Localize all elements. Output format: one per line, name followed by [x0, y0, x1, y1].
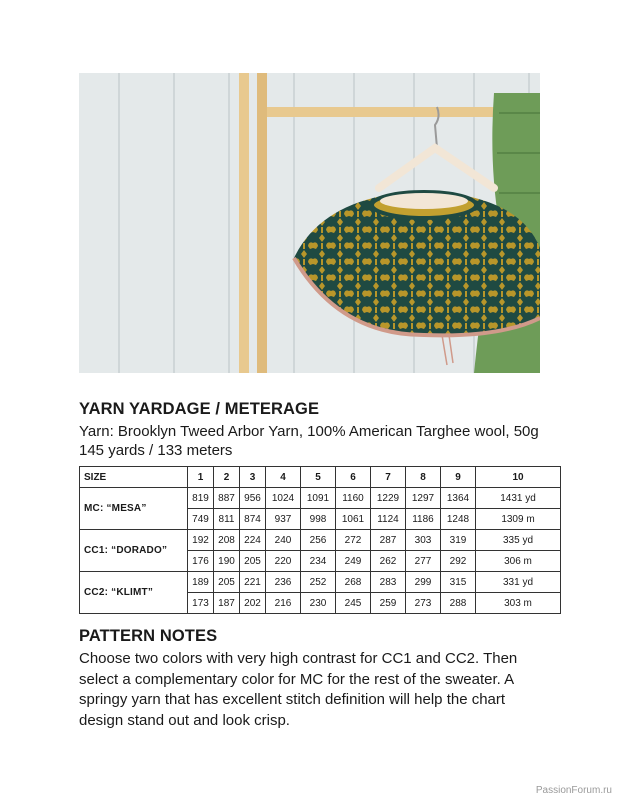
meterage-cell: 1061	[336, 509, 371, 530]
yardage-cell: 819	[188, 488, 214, 509]
yardage-cell: 268	[336, 572, 371, 593]
yarn-description: Yarn: Brooklyn Tweed Arbor Yarn, 100% American Targhee wool, 50g 145 yards / 133 meters	[79, 423, 539, 459]
yardage-cell: 240	[266, 530, 301, 551]
meterage-cell: 234	[301, 551, 336, 572]
meterage-cell: 187	[214, 593, 240, 614]
meterage-cell: 306 m	[476, 551, 561, 572]
meterage-cell: 1186	[406, 509, 441, 530]
yardage-cell: 887	[214, 488, 240, 509]
yardage-cell: 319	[441, 530, 476, 551]
size-column-header: 7	[371, 467, 406, 488]
meterage-cell: 1309 m	[476, 509, 561, 530]
size-column-header: 1	[188, 467, 214, 488]
meterage-cell: 205	[240, 551, 266, 572]
sweater-photo	[79, 73, 540, 373]
yarn-color-name: CC1: “DORADO”	[80, 530, 188, 572]
yardage-title: YARN YARDAGE / METERAGE	[79, 400, 320, 418]
yardage-cell: 221	[240, 572, 266, 593]
meterage-cell: 1124	[371, 509, 406, 530]
size-column-header: 6	[336, 467, 371, 488]
meterage-cell: 1248	[441, 509, 476, 530]
yardage-cell: 1160	[336, 488, 371, 509]
pattern-notes-body: Choose two colors with very high contrast for CC1 and CC2. Then select a complementary color for MC for the rest of the sweater. A springy yarn that has excellent stitch definition will help the chart design stand out and look crisp.	[79, 650, 518, 729]
meterage-cell: 202	[240, 593, 266, 614]
yardage-cell: 956	[240, 488, 266, 509]
yardage-cell: 315	[441, 572, 476, 593]
yardage-cell: 1091	[301, 488, 336, 509]
watermark: PassionForum.ru	[535, 785, 612, 796]
meterage-cell: 288	[441, 593, 476, 614]
yardage-cell: 252	[301, 572, 336, 593]
yardage-cell: 303	[406, 530, 441, 551]
size-column-header: 3	[240, 467, 266, 488]
yardage-cell: 1297	[406, 488, 441, 509]
table-row	[80, 488, 561, 509]
yardage-table	[79, 466, 561, 614]
yarn-color-name: MC: “MESA”	[80, 488, 188, 530]
yarn-color-name: CC2: “KLIMT”	[80, 572, 188, 614]
size-column-header: 2	[214, 467, 240, 488]
meterage-cell: 874	[240, 509, 266, 530]
size-column-header: 8	[406, 467, 441, 488]
table-header-row	[80, 467, 561, 488]
meterage-cell: 998	[301, 509, 336, 530]
yardage-cell: 1431 yd	[476, 488, 561, 509]
meterage-cell: 277	[406, 551, 441, 572]
table-row	[80, 530, 561, 551]
meterage-cell: 259	[371, 593, 406, 614]
yardage-cell: 331 yd	[476, 572, 561, 593]
yardage-cell: 1229	[371, 488, 406, 509]
yardage-cell: 208	[214, 530, 240, 551]
meterage-cell: 249	[336, 551, 371, 572]
size-column-header: 9	[441, 467, 476, 488]
pattern-notes-title: PATTERN NOTES	[79, 627, 218, 645]
yardage-cell: 189	[188, 572, 214, 593]
yardage-cell: 1364	[441, 488, 476, 509]
meterage-cell: 230	[301, 593, 336, 614]
yardage-cell: 283	[371, 572, 406, 593]
meterage-cell: 749	[188, 509, 214, 530]
size-header: SIZE	[80, 467, 188, 488]
meterage-cell: 303 m	[476, 593, 561, 614]
yardage-cell: 299	[406, 572, 441, 593]
yardage-cell: 224	[240, 530, 266, 551]
yardage-cell: 335 yd	[476, 530, 561, 551]
table-row	[80, 572, 561, 593]
size-column-header: 5	[301, 467, 336, 488]
yardage-cell: 205	[214, 572, 240, 593]
meterage-cell: 176	[188, 551, 214, 572]
meterage-cell: 220	[266, 551, 301, 572]
size-column-header: 4	[266, 467, 301, 488]
yardage-cell: 256	[301, 530, 336, 551]
meterage-cell: 292	[441, 551, 476, 572]
size-column-header: 10	[476, 467, 561, 488]
meterage-cell: 190	[214, 551, 240, 572]
yardage-cell: 287	[371, 530, 406, 551]
meterage-cell: 811	[214, 509, 240, 530]
yardage-cell: 272	[336, 530, 371, 551]
meterage-cell: 173	[188, 593, 214, 614]
yardage-cell: 236	[266, 572, 301, 593]
meterage-cell: 245	[336, 593, 371, 614]
meterage-cell: 262	[371, 551, 406, 572]
meterage-cell: 937	[266, 509, 301, 530]
meterage-cell: 273	[406, 593, 441, 614]
yardage-cell: 1024	[266, 488, 301, 509]
yardage-cell: 192	[188, 530, 214, 551]
meterage-cell: 216	[266, 593, 301, 614]
